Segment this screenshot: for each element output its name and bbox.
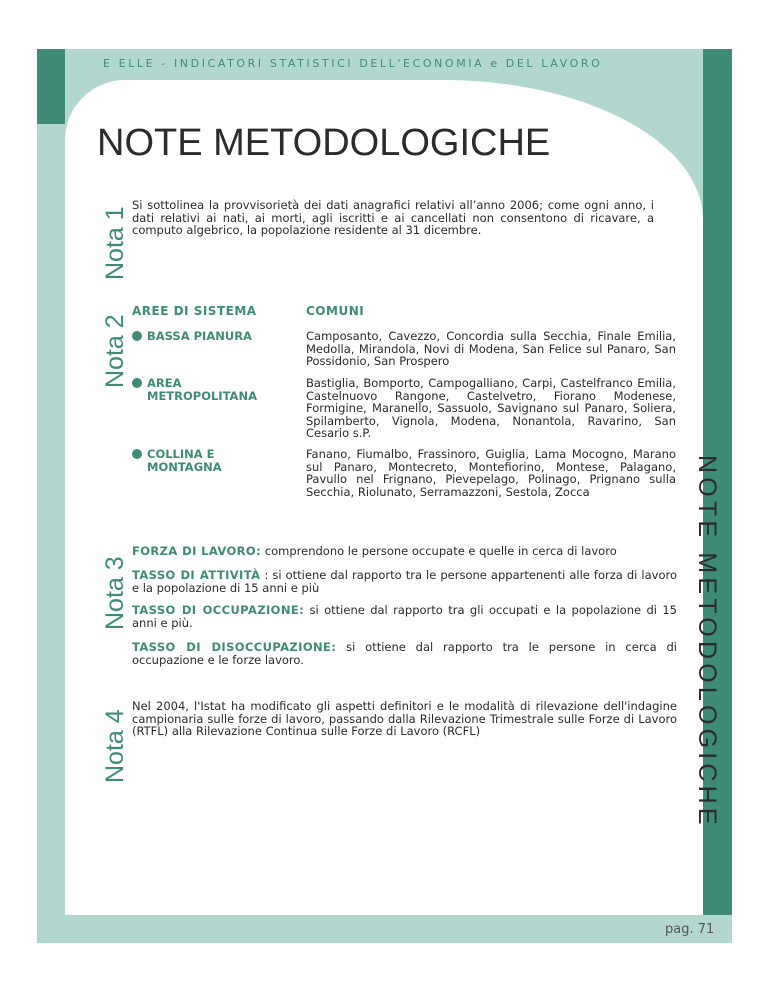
col-header-aree: AREE DI SISTEMA	[132, 304, 257, 318]
left-accent-strip	[37, 49, 65, 124]
bullet-icon	[132, 331, 142, 341]
nota-4-label: Nota 4	[100, 709, 129, 783]
def-forza-lavoro: FORZA DI LAVORO: comprendono le persone occupate e quelle in cerca di lavoro	[132, 544, 617, 558]
def-tasso-disoccupazione: TASSO DI DISOCCUPAZIONE: si ottiene dal rapporto tra le persone in cerca di occupazione e le forze lavoro.	[132, 640, 677, 667]
side-title: NOTE METODOLOGICHE	[693, 455, 721, 829]
page-title: NOTE METODOLOGICHE	[97, 122, 551, 164]
page-number: pag. 71	[665, 922, 715, 937]
comuni-collina-montagna: Fanano, Fiumalbo, Frassinoro, Guiglia, Lama Mocogno, Marano sul Panaro, Montecreto, Montefiorino, Montese, Palagano, Pavullo nel Frignano, Pievepelago, Polinago, Prignano sulla Secchia, Riolunato, Serramazzoni, Sestola, Zocca	[306, 447, 676, 499]
area-metropolitana: AREA METROPOLITANA	[147, 376, 257, 403]
nota-3-label: Nota 3	[100, 556, 129, 630]
def-tasso-occupazione: TASSO DI OCCUPAZIONE: si ottiene dal rapporto tra gli occupati e la popolazione di 15 anni e più.	[132, 603, 677, 630]
nota-1-text: Si sottolinea la provvisorietà dei dati anagrafici relativi all’anno 2006; come ogni anno, i dati relativi ai nati, ai morti, agli iscritti e ai cancellati non consentono di ricavare, a computo algebrico, la popolazione residente al 31 dicembre.	[132, 198, 654, 237]
col-header-comuni: COMUNI	[306, 304, 365, 318]
bullet-icon	[132, 449, 142, 459]
bullet-icon	[132, 378, 142, 388]
comuni-bassa-pianura: Camposanto, Cavezzo, Concordia sulla Secchia, Finale Emilia, Medolla, Mirandola, Novi di Modena, San Felice sul Panaro, San Possidonio, San Prospero	[306, 329, 676, 368]
running-header: E ELLE - INDICATORI STATISTICI DELL'ECONOMIA e DEL LAVORO	[103, 57, 603, 70]
area-bassa-pianura: BASSA PIANURA	[147, 329, 252, 343]
nota-2-label: Nota 2	[100, 314, 129, 388]
nota-1-label: Nota 1	[100, 206, 129, 280]
area-collina-montagna: COLLINA E MONTAGNA	[147, 447, 222, 474]
nota-4-text: Nel 2004, l'Istat ha modificato gli aspetti definitori e le modalità di rilevazione dell'indagine campionaria sulle forze di lavoro, passando dalla Rilevazione Trimestrale sulle Forze di Lavoro (RTFL) alla Rilevazione Continua sulle Forze di Lavoro (RCFL)	[132, 699, 677, 738]
def-tasso-attivita: TASSO DI ATTIVITÀ : si ottiene dal rapporto tra le persone appartenenti alle forza di lavoro e la popolazione di 15 anni e più	[132, 568, 678, 595]
comuni-area-metropolitana: Bastiglia, Bomporto, Campogalliano, Carpi, Castelfranco Emilia, Castelnuovo Rangone, Castelvetro, Fiorano Modenese, Formigine, Maranello, Sassuolo, Savignano sul Panaro, Soliera, Spilamberto, Vignola, Modena, Nonantola, Ravarino, San Cesario s.P.	[306, 376, 676, 440]
